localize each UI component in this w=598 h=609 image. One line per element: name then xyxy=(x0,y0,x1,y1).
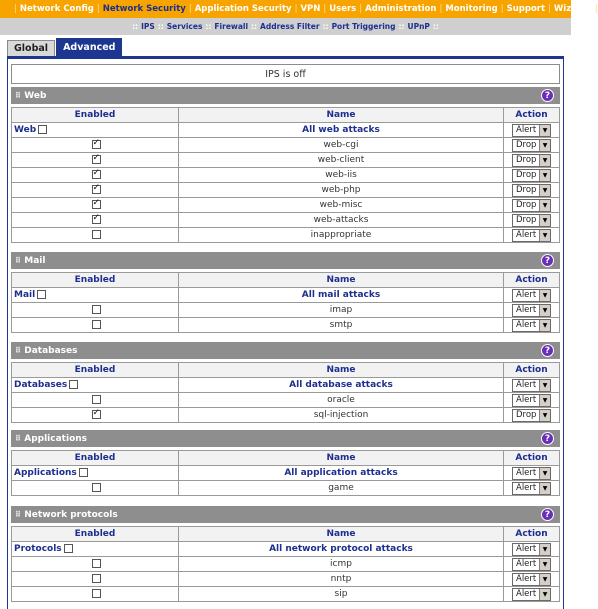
table-header-row xyxy=(12,451,560,466)
nav-item-vpn[interactable]: VPN xyxy=(300,4,321,14)
chevron-down-icon: ▼ xyxy=(539,140,550,151)
action-select[interactable] xyxy=(512,184,551,197)
section-table xyxy=(11,107,560,243)
enable-checkbox[interactable] xyxy=(92,155,101,164)
enable-cell xyxy=(12,213,179,228)
nav-item-users[interactable]: Users xyxy=(329,4,357,14)
rule-name: smtp xyxy=(179,318,504,333)
chevron-down-icon: ▼ xyxy=(539,320,550,331)
action-select-value: Alert xyxy=(516,395,537,405)
action-select-value: Alert xyxy=(516,305,537,315)
group-label: Applications xyxy=(14,468,77,478)
column-header-action: Action xyxy=(504,451,560,466)
group-enable-cell xyxy=(12,542,179,557)
group-action-cell xyxy=(504,466,560,481)
sub-nav xyxy=(0,18,571,35)
group-enable-checkbox[interactable] xyxy=(37,290,46,299)
group-label: Protocols xyxy=(14,544,62,554)
enable-checkbox[interactable] xyxy=(92,230,101,239)
group-action-cell xyxy=(504,123,560,138)
group-row xyxy=(12,378,560,393)
group-label: Web xyxy=(14,125,37,135)
action-cell xyxy=(504,572,560,587)
help-icon[interactable]: ? xyxy=(541,508,554,521)
action-select-value: Drop xyxy=(516,200,537,210)
column-header-name: Name xyxy=(179,108,504,123)
nav-separator: | xyxy=(294,4,298,14)
help-icon[interactable]: ? xyxy=(541,344,554,357)
section-table xyxy=(11,272,560,333)
section-header xyxy=(11,252,560,269)
column-header-enabled: Enabled xyxy=(12,108,179,123)
column-header-name: Name xyxy=(179,363,504,378)
action-select-value: Drop xyxy=(516,140,537,150)
table-row xyxy=(12,228,560,243)
action-cell xyxy=(504,213,560,228)
group-enable-checkbox[interactable] xyxy=(38,125,47,134)
column-header-enabled: Enabled xyxy=(12,273,179,288)
enable-cell xyxy=(12,587,179,602)
grip-icon: ⠿ xyxy=(15,346,21,355)
action-cell xyxy=(504,228,560,243)
rule-name: game xyxy=(179,481,504,496)
chevron-down-icon: ▼ xyxy=(539,410,550,421)
action-select[interactable] xyxy=(512,482,551,495)
chevron-down-icon: ▼ xyxy=(539,290,550,301)
section-network-protocols xyxy=(11,506,560,602)
enable-cell xyxy=(12,183,179,198)
enable-checkbox[interactable] xyxy=(92,574,101,583)
section-mail xyxy=(11,252,560,333)
rule-name: nntp xyxy=(179,572,504,587)
nav-separator: | xyxy=(323,4,327,14)
table-row xyxy=(12,138,560,153)
subnav-separator: :: xyxy=(157,22,164,31)
section-title: Web xyxy=(24,90,47,101)
group-enable-cell xyxy=(12,378,179,393)
column-header-name: Name xyxy=(179,451,504,466)
enable-cell xyxy=(12,408,179,423)
rule-name: web-iis xyxy=(179,168,504,183)
enable-cell xyxy=(12,228,179,243)
enable-checkbox[interactable] xyxy=(92,170,101,179)
action-select[interactable] xyxy=(512,169,551,182)
action-cell xyxy=(504,481,560,496)
nav-item-monitoring[interactable]: Monitoring xyxy=(445,4,498,14)
section-web xyxy=(11,87,560,243)
section-databases xyxy=(11,342,560,423)
action-select-value: Drop xyxy=(516,185,537,195)
table-row xyxy=(12,168,560,183)
table-row xyxy=(12,303,560,318)
rule-name: web-client xyxy=(179,153,504,168)
nav-separator: | xyxy=(548,4,551,14)
group-name: All web attacks xyxy=(179,123,504,138)
action-select[interactable] xyxy=(512,409,551,422)
column-header-action: Action xyxy=(504,273,560,288)
group-enable-cell xyxy=(12,288,179,303)
enable-cell xyxy=(12,303,179,318)
chevron-down-icon: ▼ xyxy=(539,544,550,555)
table-row xyxy=(12,481,560,496)
table-header-row xyxy=(12,108,560,123)
section-table xyxy=(11,450,560,496)
action-select-value: Alert xyxy=(516,230,537,240)
action-cell xyxy=(504,393,560,408)
subnav-item-upnp[interactable]: UPnP xyxy=(407,22,430,31)
action-select-value: Drop xyxy=(516,155,537,165)
subnav-separator: :: xyxy=(398,22,405,31)
rule-name: web-misc xyxy=(179,198,504,213)
enable-checkbox[interactable] xyxy=(92,320,101,329)
subnav-item-services[interactable]: Services xyxy=(166,22,203,31)
group-name: All application attacks xyxy=(179,466,504,481)
nav-separator: | xyxy=(595,4,598,14)
action-select-value: Alert xyxy=(516,559,537,569)
rule-name: imap xyxy=(179,303,504,318)
action-select-value: Alert xyxy=(516,483,537,493)
nav-item-support[interactable]: Support xyxy=(506,4,546,14)
ips-panel xyxy=(7,59,564,609)
group-action-cell xyxy=(504,542,560,557)
table-header-row xyxy=(12,273,560,288)
chevron-down-icon: ▼ xyxy=(539,589,550,600)
enable-cell xyxy=(12,168,179,183)
rule-name: sql-injection xyxy=(179,408,504,423)
group-label: Mail xyxy=(14,290,36,300)
chevron-down-icon: ▼ xyxy=(539,185,550,196)
section-header xyxy=(11,87,560,104)
group-enable-cell xyxy=(12,123,179,138)
action-select[interactable] xyxy=(512,379,551,392)
section-header xyxy=(11,342,560,359)
nav-item-application-security[interactable]: Application Security xyxy=(194,4,292,14)
action-cell xyxy=(504,153,560,168)
action-select[interactable] xyxy=(512,124,551,137)
chevron-down-icon: ▼ xyxy=(539,155,550,166)
enable-cell xyxy=(12,393,179,408)
table-row xyxy=(12,198,560,213)
subnav-separator: :: xyxy=(205,22,212,31)
table-row xyxy=(12,183,560,198)
column-header-action: Action xyxy=(504,108,560,123)
section-title: Network protocols xyxy=(24,509,118,520)
table-row xyxy=(12,393,560,408)
enable-checkbox[interactable] xyxy=(92,483,101,492)
column-header-enabled: Enabled xyxy=(12,451,179,466)
action-select-value: Alert xyxy=(516,589,537,599)
group-row xyxy=(12,288,560,303)
nav-item-network-security[interactable]: Network Security xyxy=(102,4,186,14)
action-select[interactable] xyxy=(512,319,551,332)
section-header xyxy=(11,430,560,447)
action-select-value: Drop xyxy=(516,410,537,420)
subnav-separator: :: xyxy=(132,22,139,31)
enable-cell xyxy=(12,138,179,153)
nav-separator: | xyxy=(14,4,17,14)
enable-checkbox[interactable] xyxy=(92,589,101,598)
subnav-item-port-triggering[interactable]: Port Triggering xyxy=(331,22,396,31)
column-header-action: Action xyxy=(504,363,560,378)
section-title: Mail xyxy=(24,255,46,266)
section-applications xyxy=(11,430,560,496)
group-name: All network protocol attacks xyxy=(179,542,504,557)
action-cell xyxy=(504,408,560,423)
tab-bar xyxy=(7,38,123,56)
enable-checkbox[interactable] xyxy=(92,305,101,314)
subnav-separator: :: xyxy=(251,22,258,31)
column-header-enabled: Enabled xyxy=(12,527,179,542)
enable-checkbox[interactable] xyxy=(92,140,101,149)
action-select[interactable] xyxy=(512,289,551,302)
action-select[interactable] xyxy=(512,543,551,556)
group-enable-checkbox[interactable] xyxy=(79,468,88,477)
action-select-value: Alert xyxy=(516,290,537,300)
chevron-down-icon: ▼ xyxy=(539,215,550,226)
table-row xyxy=(12,587,560,602)
nav-separator: | xyxy=(188,4,192,14)
enable-cell xyxy=(12,318,179,333)
rule-name: icmp xyxy=(179,557,504,572)
action-select[interactable] xyxy=(512,558,551,571)
group-row xyxy=(12,542,560,557)
group-enable-checkbox[interactable] xyxy=(64,544,73,553)
subnav-separator: :: xyxy=(322,22,329,31)
enable-cell xyxy=(12,572,179,587)
section-table xyxy=(11,362,560,423)
nav-item-network-config[interactable]: Network Config xyxy=(19,4,94,14)
section-table xyxy=(11,526,560,602)
table-header-row xyxy=(12,527,560,542)
action-select[interactable] xyxy=(512,214,551,227)
section-header xyxy=(11,506,560,523)
action-select-value: Alert xyxy=(516,544,537,554)
action-cell xyxy=(504,318,560,333)
group-label: Databases xyxy=(14,380,68,390)
chevron-down-icon: ▼ xyxy=(539,125,550,136)
enable-cell xyxy=(12,557,179,572)
nav-item-wizards[interactable]: Wizards xyxy=(553,4,593,14)
rule-name: web-attacks xyxy=(179,213,504,228)
action-select[interactable] xyxy=(512,154,551,167)
action-cell xyxy=(504,587,560,602)
enable-checkbox[interactable] xyxy=(92,200,101,209)
action-select[interactable] xyxy=(512,304,551,317)
table-row xyxy=(12,153,560,168)
section-title: Applications xyxy=(24,433,88,444)
action-select-value: Alert xyxy=(516,468,537,478)
action-select[interactable] xyxy=(512,139,551,152)
group-action-cell xyxy=(504,288,560,303)
group-row xyxy=(12,466,560,481)
group-enable-cell xyxy=(12,466,179,481)
action-select-value: Alert xyxy=(516,380,537,390)
chevron-down-icon: ▼ xyxy=(539,170,550,181)
group-action-cell xyxy=(504,378,560,393)
enable-cell xyxy=(12,153,179,168)
grip-icon: ⠿ xyxy=(15,256,21,265)
action-cell xyxy=(504,138,560,153)
enable-cell xyxy=(12,481,179,496)
rule-name: inappropriate xyxy=(179,228,504,243)
help-icon[interactable]: ? xyxy=(541,254,554,267)
action-cell xyxy=(504,198,560,213)
chevron-down-icon: ▼ xyxy=(539,574,550,585)
table-row xyxy=(12,213,560,228)
tab-advanced[interactable]: Advanced xyxy=(56,38,122,56)
help-icon[interactable]: ? xyxy=(541,432,554,445)
action-cell xyxy=(504,168,560,183)
subnav-item-ips[interactable]: IPS xyxy=(141,22,155,31)
group-enable-checkbox[interactable] xyxy=(69,380,78,389)
action-select-value: Drop xyxy=(516,170,537,180)
rule-name: sip xyxy=(179,587,504,602)
tab-global[interactable]: Global xyxy=(7,40,55,56)
action-select-value: Alert xyxy=(516,574,537,584)
help-icon[interactable]: ? xyxy=(541,89,554,102)
enable-checkbox[interactable] xyxy=(92,559,101,568)
rule-name: web-cgi xyxy=(179,138,504,153)
table-row xyxy=(12,557,560,572)
column-header-enabled: Enabled xyxy=(12,363,179,378)
group-name: All database attacks xyxy=(179,378,504,393)
action-select[interactable] xyxy=(512,573,551,586)
enable-checkbox[interactable] xyxy=(92,185,101,194)
action-cell xyxy=(504,183,560,198)
nav-item-administration[interactable]: Administration xyxy=(365,4,437,14)
action-cell xyxy=(504,557,560,572)
rule-name: web-php xyxy=(179,183,504,198)
table-header-row xyxy=(12,363,560,378)
column-header-action: Action xyxy=(504,527,560,542)
column-header-name: Name xyxy=(179,527,504,542)
chevron-down-icon: ▼ xyxy=(539,395,550,406)
enable-checkbox[interactable] xyxy=(92,410,101,419)
action-select[interactable] xyxy=(512,229,551,242)
nav-separator: | xyxy=(359,4,363,14)
nav-separator: | xyxy=(439,4,443,14)
grip-icon: ⠿ xyxy=(15,91,21,100)
group-row xyxy=(12,123,560,138)
enable-cell xyxy=(12,198,179,213)
subnav-item-address-filter[interactable]: Address Filter xyxy=(260,22,320,31)
enable-checkbox[interactable] xyxy=(92,215,101,224)
nav-separator: | xyxy=(96,4,100,14)
rule-name: oracle xyxy=(179,393,504,408)
action-select[interactable] xyxy=(512,199,551,212)
nav-separator: | xyxy=(500,4,504,14)
chevron-down-icon: ▼ xyxy=(539,468,550,479)
top-nav xyxy=(0,0,598,18)
subnav-item-firewall[interactable]: Firewall xyxy=(214,22,249,31)
chevron-down-icon: ▼ xyxy=(539,305,550,316)
action-select-value: Alert xyxy=(516,320,537,330)
grip-icon: ⠿ xyxy=(15,434,21,443)
table-row xyxy=(12,408,560,423)
action-select[interactable] xyxy=(512,394,551,407)
group-name: All mail attacks xyxy=(179,288,504,303)
column-header-name: Name xyxy=(179,273,504,288)
subnav-separator: :: xyxy=(432,22,439,31)
table-row xyxy=(12,318,560,333)
chevron-down-icon: ▼ xyxy=(539,483,550,494)
action-select-value: Drop xyxy=(516,215,537,225)
section-title: Databases xyxy=(24,345,78,356)
table-row xyxy=(12,572,560,587)
action-select[interactable] xyxy=(512,588,551,601)
action-select-value: Alert xyxy=(516,125,537,135)
enable-checkbox[interactable] xyxy=(92,395,101,404)
chevron-down-icon: ▼ xyxy=(539,380,550,391)
chevron-down-icon: ▼ xyxy=(539,200,550,211)
chevron-down-icon: ▼ xyxy=(539,230,550,241)
grip-icon: ⠿ xyxy=(15,510,21,519)
ips-status-message: IPS is off xyxy=(11,64,560,84)
chevron-down-icon: ▼ xyxy=(539,559,550,570)
action-cell xyxy=(504,303,560,318)
action-select[interactable] xyxy=(512,467,551,480)
